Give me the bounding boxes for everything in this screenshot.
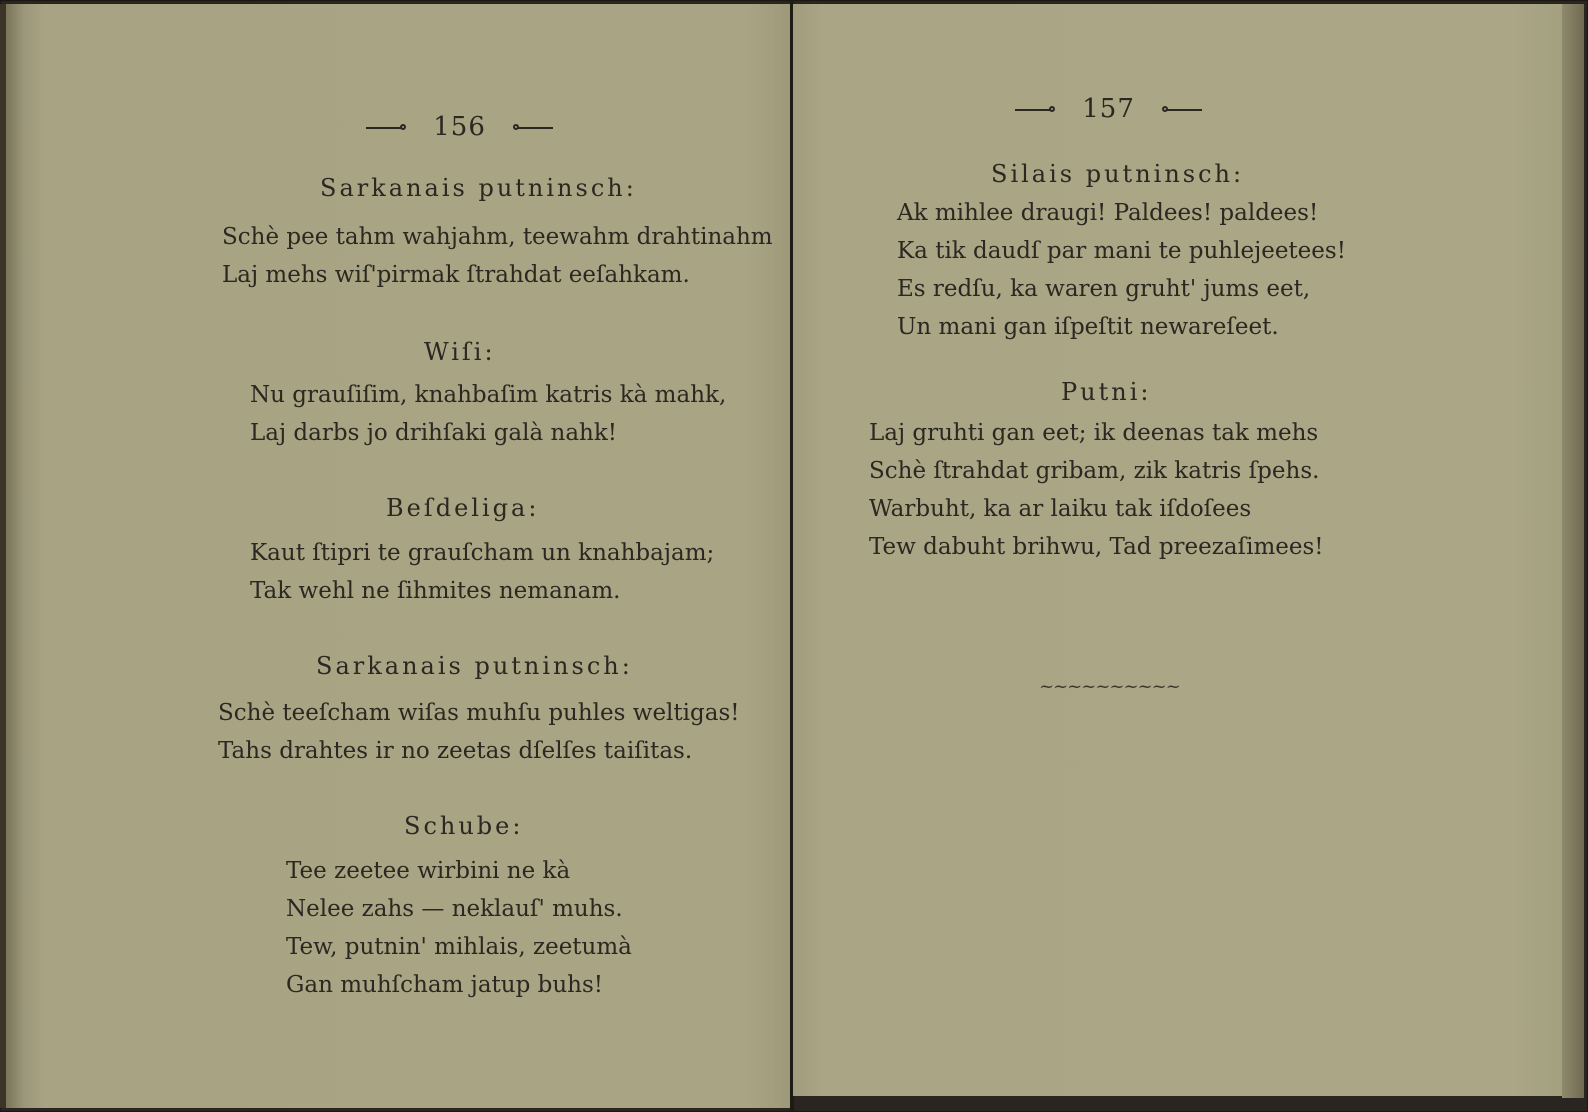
verse-line: Laj gruhti gan eet; ik deenas tak mehs <box>869 420 1319 446</box>
verse-line: Laj mehs wiſ'pirmak ſtrahdat eeſahkam. <box>222 262 690 288</box>
speaker-heading: Sarkanais putninsch: <box>316 652 633 680</box>
verse-line: Tee zeetee wirbini ne kà <box>286 858 571 884</box>
dash-ornament-right <box>517 127 553 129</box>
dash-ornament-right <box>1166 109 1202 111</box>
verse-line: Schè pee tahm wahjahm, teewahm drahtinahm <box>222 224 773 250</box>
verse-line: Es redſu, ka waren gruht' jums eet, <box>897 276 1311 302</box>
verse-line: Warbuht, ka ar laiku tak iſdoſees <box>869 496 1252 522</box>
verse-block <box>218 694 740 770</box>
verse-line: Ka tik daudſ par mani te puhlejeetees! <box>897 238 1346 264</box>
verse-block <box>897 194 1346 346</box>
book-page-edge <box>1562 4 1584 1098</box>
speaker-heading: Silais putninsch: <box>991 160 1245 188</box>
speaker-heading: Sarkanais putninsch: <box>320 174 637 202</box>
verse-line: Gan muhſcham jatup buhs! <box>286 972 604 998</box>
page-number-text: 157 <box>1082 94 1135 124</box>
page-number-text: 156 <box>433 112 486 142</box>
verse-line: Un mani gan iſpeſtit newareſeet. <box>897 314 1279 340</box>
right-page <box>793 4 1562 1096</box>
verse-block <box>250 376 726 452</box>
verse-line: Nelee zahs — neklauſ' muhs. <box>286 896 623 922</box>
speaker-heading: Wiſi: <box>424 338 496 366</box>
verse-line: Schè teeſcham wiſas muhſu puhles weltigas! <box>218 700 740 726</box>
end-ornament: ~~~~~~~~~~ <box>1039 676 1180 697</box>
verse-line: Tew, putnin' mihlais, zeetumà <box>286 934 632 960</box>
left-page <box>6 4 792 1108</box>
verse-line: Ak mihlee draugi! Paldees! paldees! <box>897 200 1319 226</box>
verse-block <box>222 218 773 294</box>
right-page-number <box>1015 94 1202 124</box>
verse-line: Tak wehl ne ſihmites nemanam. <box>250 578 621 604</box>
dash-ornament-left <box>366 127 402 129</box>
verse-line: Kaut ſtipri te grauſcham un knahbajam; <box>250 540 715 566</box>
verse-block <box>286 852 632 1004</box>
verse-line: Schè ſtrahdat gribam, zik katris ſpehs. <box>869 458 1320 484</box>
verse-block <box>250 534 714 610</box>
left-page-number <box>366 112 553 142</box>
speaker-heading: Schube: <box>404 812 524 840</box>
verse-line: Tahs drahtes ir no zeetas dſelſes taiſitas. <box>218 738 693 764</box>
verse-line: Nu grauſiſim, knahbaſim katris kà mahk, <box>250 382 727 408</box>
speaker-heading: Beſdeliga: <box>386 494 540 522</box>
verse-line: Laj darbs jo drihſaki galà nahk! <box>250 420 618 446</box>
speaker-heading: Putni: <box>1061 378 1152 406</box>
dash-ornament-left <box>1015 109 1051 111</box>
verse-block <box>869 414 1324 566</box>
verse-line: Tew dabuht brihwu, Tad preezaſimees! <box>869 534 1324 560</box>
